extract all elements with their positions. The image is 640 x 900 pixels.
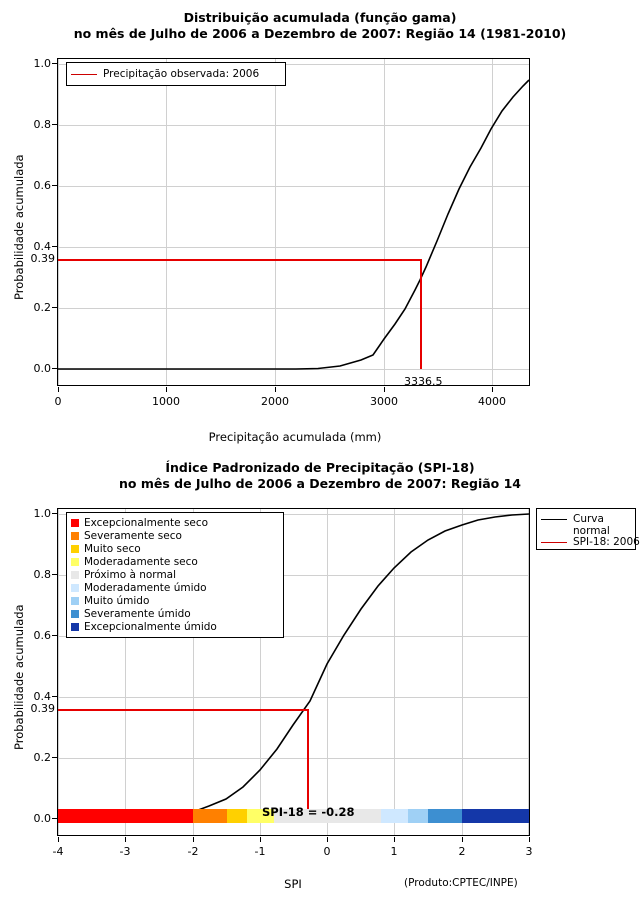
legend-swatch-exc-umido [71,623,79,631]
top-xtickmark-1000 [166,387,167,392]
top-plot-area [57,58,530,386]
bottom-xtickmark--4 [58,837,59,842]
top-ytick-0.0: 0.0 [33,362,51,375]
top-legend-box [66,62,286,86]
legend-item-sev-seco [67,529,283,542]
bottom-xtickmark--2 [193,837,194,842]
top-ytick-0.6: 0.6 [33,179,51,192]
bottom-ytickmark-0.0 [52,818,57,819]
bottom-xtick--3: -3 [119,845,131,858]
top-xtick-3000: 3000 [370,395,398,408]
bottom-xtickmark-2 [462,837,463,842]
top-ytickmark-0.8 [52,124,57,125]
bottom-ytickmark-0.6 [52,635,57,636]
bottom-xtick-2: 2 [458,845,466,858]
spi-value-line [307,709,309,819]
spi-category-legend [66,512,284,638]
top-xtickmark-4000 [492,387,493,392]
credit-label: (Produto:CPTEC/INPE) [404,877,518,889]
bottom-probability-marker-label: 0.39 [30,702,55,715]
colorbar-seg-sev-seco [193,809,227,823]
top-xaxis-title: Precipitação acumulada (mm) [208,430,382,444]
top-ytickmark-1.0 [52,63,57,64]
bottom-chart-title-line1: Índice Padronizado de Precipitação (SPI-18) [165,460,475,475]
top-xtick-0: 0 [54,395,62,408]
bottom-xtick--4: -4 [52,845,64,858]
colorbar-seg-exc-seco [58,809,193,823]
top-xtick-1000: 1000 [152,395,180,408]
legend-item-mod-umido [67,581,283,594]
bottom-chart-title-line2: no mês de Julho de 2006 a Dezembro de 2007: Região 14 [119,476,521,491]
bottom-xtick--1: -1 [254,845,266,858]
bottom-ytickmark-1.0 [52,513,57,514]
legend-line-observed [71,74,97,75]
colorbar-seg-exc-umido [462,809,529,823]
bottom-xtick-1: 1 [390,845,398,858]
legend-item-muito-umido [67,594,283,607]
curve-legend-box [536,508,640,550]
legend-label-observed: Precipitação observada: 2006 [103,68,260,80]
bottom-xtickmark--3 [125,837,126,842]
legend-swatch-exc-seco [71,519,79,527]
legend-item-muito-seco [67,542,283,555]
top-chart-title-line1: Distribuição acumulada (função gama) [183,10,457,25]
colorbar-seg-muito-seco [227,809,247,823]
spi-value-label: SPI-18 = -0.28 [262,805,355,819]
legend-label-spi-2006: SPI-18: 2006 [573,536,640,548]
legend-label-curva-normal: Curva normal [573,513,610,537]
top-xtickmark-3000 [384,387,385,392]
top-observed-value-label: 3336.5 [404,375,443,388]
legend-label-mod-umido: Moderadamente úmido [84,581,207,594]
bottom-xtick--2: -2 [187,845,199,858]
bottom-ytick-0.0: 0.0 [33,812,51,825]
legend-label-exc-seco: Excepcionalmente seco [84,516,209,529]
bottom-xtickmark-1 [394,837,395,842]
top-ytick-1.0: 1.0 [33,57,51,70]
bottom-ytickmark-0.8 [52,574,57,575]
bottom-xtick-3: 3 [525,845,533,858]
legend-label-sev-seco: Severamente seco [84,529,182,542]
top-xtick-2000: 2000 [261,395,289,408]
top-xtickmark-2000 [275,387,276,392]
legend-label-muito-umido: Muito úmido [84,594,150,607]
legend-label-exc-umido: Excepcionalmente úmido [84,620,217,633]
bottom-ytick-0.4: 0.4 [33,690,51,703]
colorbar-seg-muito-umido [408,809,428,823]
legend-swatch-sev-seco [71,532,79,540]
legend-swatch-muito-umido [71,597,79,605]
legend-swatch-proximo-normal [71,571,79,579]
bottom-ytickmark-0.4 [52,696,57,697]
top-ytickmark-0.6 [52,185,57,186]
bottom-xtick-0: 0 [323,845,331,858]
legend-label-mod-seco: Moderadamente seco [84,555,198,568]
top-probability-marker-label: 0.39 [30,252,55,265]
legend-label-sev-umido: Severamente úmido [84,607,191,620]
top-xtick-4000: 4000 [478,395,506,408]
legend-label-muito-seco: Muito seco [84,542,141,555]
colorbar-seg-mod-umido [381,809,408,823]
legend-swatch-muito-seco [71,545,79,553]
bottom-ytickmark-0.2 [52,757,57,758]
top-ytickmark-0.0 [52,368,57,369]
top-ytick-0.8: 0.8 [33,118,51,131]
top-ytick-0.4: 0.4 [33,240,51,253]
observed-probability-line [58,259,421,261]
legend-item-exc-seco [67,516,283,529]
gamma-cdf-curve [58,59,529,385]
legend-swatch-mod-seco [71,558,79,566]
colorbar-seg-sev-umido [428,809,462,823]
legend-item-proximo-normal [67,568,283,581]
top-yaxis-title: Probabilidade acumulada [12,154,26,300]
legend-item-sev-umido [67,607,283,620]
bottom-xtickmark-0 [327,837,328,842]
top-ytickmark-0.2 [52,307,57,308]
legend-swatch-sev-umido [71,610,79,618]
bottom-ytick-0.6: 0.6 [33,629,51,642]
bottom-plot-area [57,508,530,836]
bottom-xtickmark--1 [260,837,261,842]
bottom-xtickmark-3 [529,837,530,842]
observed-precipitation-line [420,259,422,369]
legend-swatch-mod-umido [71,584,79,592]
legend-item-mod-seco [67,555,283,568]
bottom-chart-panel [0,452,640,900]
bottom-ytick-1.0: 1.0 [33,507,51,520]
bottom-ytick-0.8: 0.8 [33,568,51,581]
bottom-ytick-0.2: 0.2 [33,751,51,764]
top-ytickmark-0.4 [52,246,57,247]
legend-line-curva-normal [541,519,567,520]
legend-label-proximo-normal: Próximo à normal [84,568,177,581]
top-xtickmark-0 [58,387,59,392]
spi-probability-line [58,709,308,711]
legend-line-spi-2006 [541,542,567,543]
bottom-xaxis-title: SPI [284,877,302,891]
top-chart-title-line2: no mês de Julho de 2006 a Dezembro de 2007: Região 14 (1981-2010) [73,26,567,41]
top-ytick-0.2: 0.2 [33,301,51,314]
bottom-yaxis-title: Probabilidade acumulada [12,604,26,750]
legend-item-exc-umido [67,620,283,633]
